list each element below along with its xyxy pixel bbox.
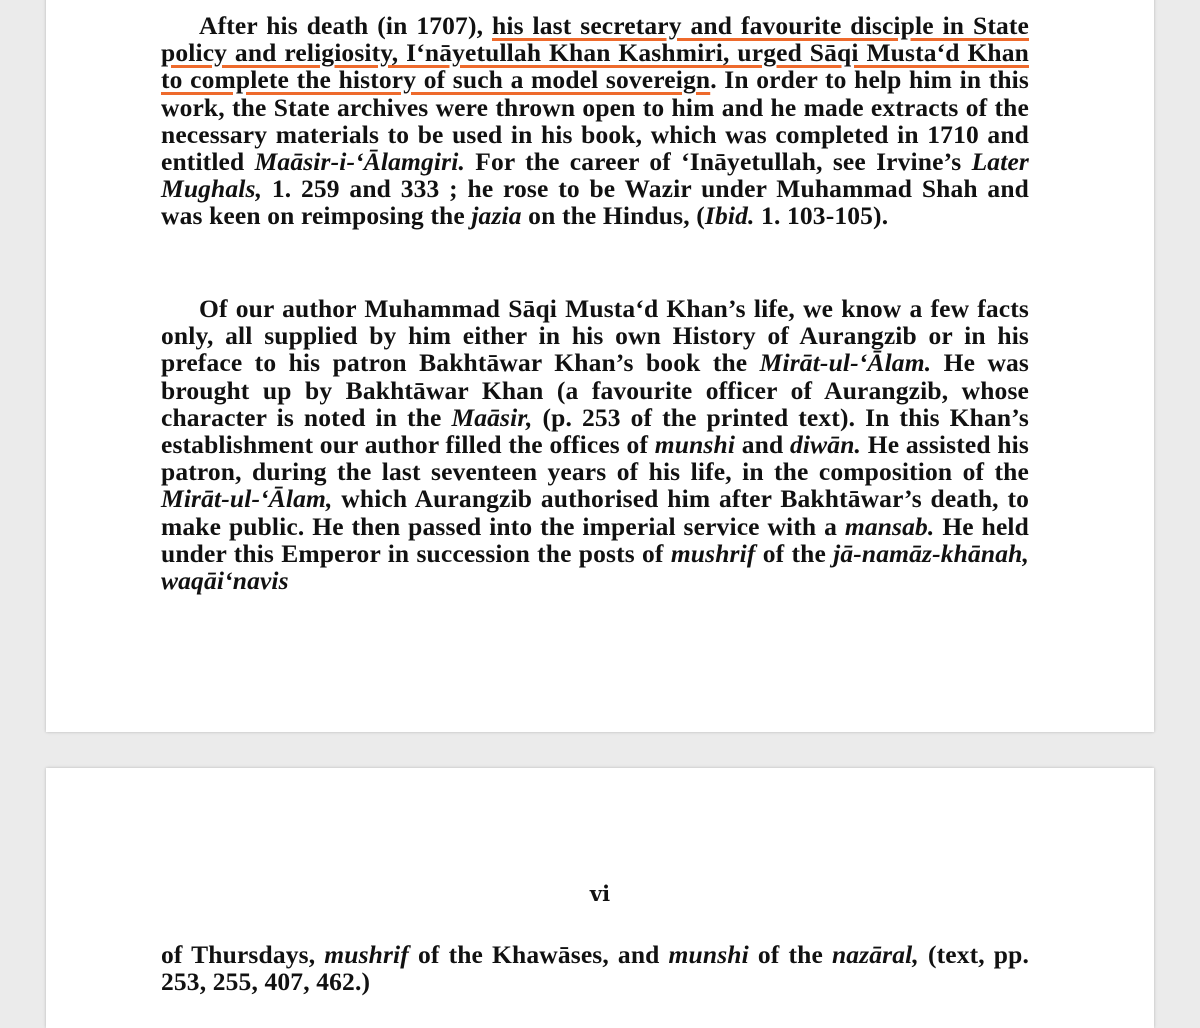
p3-text-a: of Thursdays, — [161, 940, 325, 969]
page-2 — [46, 768, 1154, 1028]
p1-italic-d: Maāsir-i-‘Ālamgiri. — [254, 147, 466, 177]
p1-italic-f: Later Mughals, — [161, 147, 1029, 204]
paragraph-3 — [161, 941, 1029, 995]
highlighted-passage: his last secretary and favourite disciple in State policy and religiosity, I‘nāyetullah Khan Kashmiri, urged Sāqi Musta‘d Khan to complete the history of such a model sovereign — [161, 11, 1029, 95]
p2-italic-d: Maāsir, — [451, 402, 533, 432]
p1-text-i: on the Hindus, ( — [521, 201, 705, 231]
p1-text-c: . In order to help him in this work, the State archives were thrown open to him and he made extracts of the necessary materials to be used in his book, which was completed in 1710 and entitled — [161, 65, 1029, 177]
paragraph-2 — [161, 295, 1029, 594]
p2-text-o: of the — [755, 538, 834, 568]
p2-text-e: (p. 253 of the printed text). In this Khan’s establishment our author filled the offices of — [161, 402, 1029, 460]
p3-text-e: of the — [748, 940, 832, 969]
page-1 — [46, 0, 1154, 732]
p1-text-g: 1. 259 and 333 ; he rose to be Wazir under Muhammad Shah and was keen on reimposing the — [161, 174, 1029, 231]
p3-italic-d: munshi — [668, 940, 749, 969]
paragraph-1 — [161, 12, 1029, 230]
p3-italic-b: mushrif — [324, 940, 409, 969]
p2-text-k: which Aurangzib authorised him after Bakhtāwar’s death, to make public. He then passed into the imperial service with a — [161, 484, 1029, 541]
p2-italic-p: jā-namāz-khānah, waqāi‘navis — [161, 538, 1029, 596]
p2-text-c: He was brought up by Bakhtāwar Khan (a favourite officer of Aurangzib, whose character is noted in the — [161, 348, 1029, 432]
p1-italic-h: jazia — [471, 201, 522, 231]
p2-text-i: He assisted his patron, during the last seventeen years of his life, in the composition of the — [161, 430, 1029, 487]
p3-text-g: (text, pp. 253, 255, 407, 462.) — [161, 940, 1029, 997]
p1-text-a: After his death (in 1707), — [199, 11, 492, 40]
p3-text-c: of the Khawāses, and — [408, 940, 669, 969]
p3-italic-f: nazāral, — [831, 940, 919, 969]
p2-italic-h: diwān. — [790, 430, 862, 460]
p2-text-g: and — [735, 430, 790, 460]
p2-italic-f: munshi — [654, 430, 736, 460]
p1-italic-j: Ibid. — [704, 201, 755, 231]
page-number: vi — [589, 881, 611, 906]
p2-italic-l: mansab. — [844, 511, 935, 541]
p2-italic-b: Mirāt-ul-‘Ālam. — [759, 348, 932, 378]
p1-text-e: For the career of ‘Ināyetullah, see Irvine’s — [465, 147, 972, 177]
p2-text-m: He held under this Emperor in succession the posts of — [161, 511, 1029, 568]
p2-text-a: Of our author Muhammad Sāqi Musta‘d Khan’s life, we know a few facts only, all supplied by him either in his own History of Aurangzib or in his preface to his patron Bakhtāwar Khan’s book the — [161, 294, 1029, 378]
p1-text-k: 1. 103-105). — [754, 201, 889, 231]
p2-italic-j: Mirāt-ul-‘Ālam, — [161, 484, 333, 514]
p2-italic-n: mushrif — [670, 538, 756, 568]
